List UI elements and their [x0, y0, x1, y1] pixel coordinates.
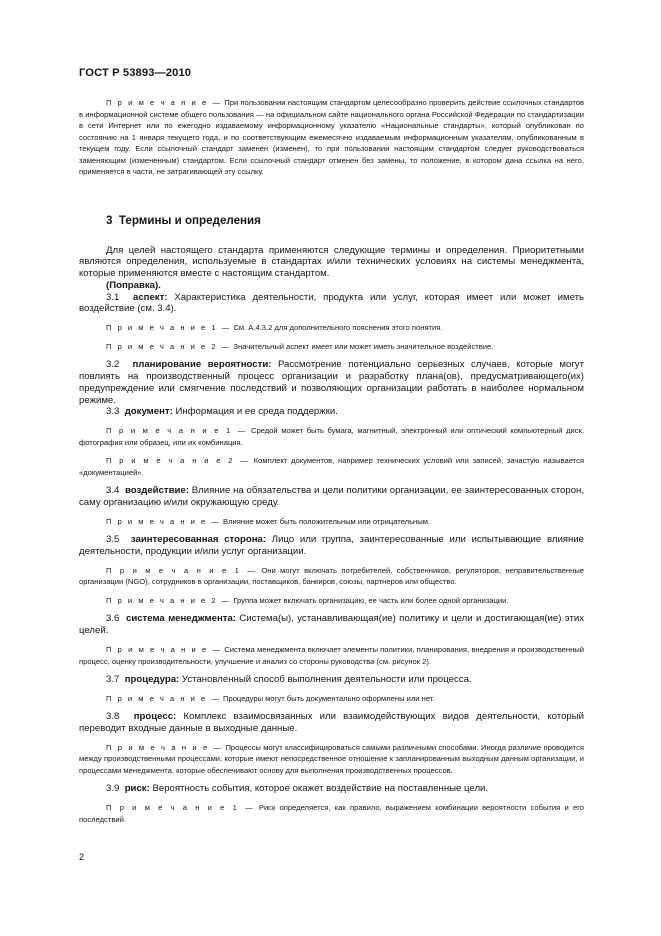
definition-3-1: 3.1 аспект: Характеристика деятельности, продукта или услуг, которая имеет или может иметь воздействие (см. 3.4). — [79, 291, 584, 315]
definition-3-5: 3.5 заинтересованная сторона: Лицо или группа, заинтересованные или испытывающие влияние деятельности, продукции и/или услуг организации. — [79, 534, 584, 558]
document-header: ГОСТ Р 53893—2010 — [79, 67, 192, 79]
term-interested-party: заинтересованная сторона: — [130, 534, 267, 546]
note-3-3-2: П р и м е ч а н и е 2 — Комплект документов, например технических условий или записей, зачастую называется «документацией». — [79, 456, 584, 477]
definition-3-3: 3.3 документ: Информация и ее среда поддержки. — [106, 406, 338, 418]
section-heading: 3 Термины и определения — [106, 213, 261, 227]
note-3-7: П р и м е ч а н и е — Процедуры могут быть документально оформлены или нет. — [106, 693, 435, 703]
definition-3-4: 3.4 воздействие: Влияние на обязательства и цели политики организации, ее заинтересованных сторон, саму организацию и/или окружающую среду. — [79, 485, 584, 509]
note-3-4: П р и м е ч а н и е — Влияние может быть положительным или отрицательным. — [106, 516, 431, 526]
term-risk: риск: — [124, 783, 150, 795]
note-3-1-1: П р и м е ч а н и е 1 — См. А.4.3.2 для дополнительного пояснения этого понятия. — [106, 323, 443, 333]
note-3-5-1: П р и м е ч а н и е 1 — Они могут включать потребителей, собственников, регуляторов, неправительственные организации (NGO), сотрудников в организации, поставщиков, банкиров, союзы, партнеров или общество. — [79, 565, 584, 587]
note-3-5-2: П р и м е ч а н и е 2 — Группа может включать организацию, ее часть или более одной организации. — [106, 595, 509, 605]
term-process: процесс: — [133, 711, 177, 723]
note-3-3-1: П р и м е ч а н и е 1 — Средой может быть бумага, магнитный, электронный или оптический компьютерный диск, фотография или образец, или их комбинация. — [79, 426, 584, 447]
note-text: При пользовании настоящим стандартом целесообразно проверить действие ссылочных стандартов в информационной системе общего пользования — на официальном сайте национального органа Российской Федерации по стандартизации в сети Интернет или по ежегодно издаваемому информационному указателю «Национальные стандарты», который опубликован по состоянию на 1 января текущего года, и по соответствующим ежемесячно издаваемым информационным указателям, опубликованным в текущем году. Если ссылочный стандарт заменен (изменен), то при пользовании настоящим стандартом следует руководствоваться заменяющим (измененным) стандартом. Если ссылочный стандарт отменен без замены, то положение, в котором дана ссылка на него, применяется в части, не затрагивающей эту ссылку. — [79, 98, 584, 176]
page-number: 2 — [79, 852, 85, 862]
term-management-system: система менеджмента: — [125, 613, 236, 625]
term-procedure: процедура: — [124, 674, 180, 686]
note-3-9-1: П р и м е ч а н и е 1 — Риск определяется, как правило, выражением комбинации вероятности события и его последствий. — [79, 803, 584, 824]
note-3-6: П р и м е ч а н и е — Система менеджмента включает элементы политики, планирования, внедрения и производственный процесс, оценку производительности, улучшение и анализ со стороны руководства (см. рисунок 2). — [79, 645, 584, 666]
section-intro: Для целей настоящего стандарта применяются следующие термины и определения. Приоритетными являются определения, используемые в стандартах и/или технических условиях на системы менеджмента, которые применяются вместе с настоящим стандартом. — [79, 244, 584, 280]
definition-3-6: 3.6 система менеджмента: Система(ы), устанавливающая(ие) политику и цели и достигающая(ие) этих целей. — [79, 613, 584, 637]
note-3-1-2: П р и м е ч а н и е 2 — Значительный аспект имеет или может иметь значительное воздействие. — [106, 341, 494, 351]
term-aspect: аспект: — [132, 291, 168, 303]
definition-3-2: 3.2 планирование вероятности: Рассмотрение потенциально серьезных случаев, которые могут повлиять на производственный процесс организации и разработку плана(ов), предусматривающего(их) предупреждение или смягчение последствий и позволяющих организации работать в наиболее нормальном режиме. — [79, 359, 584, 406]
note-3-8: П р и м е ч а н и е — Процессы могут классифицироваться самыми различными способами. Иногда различие проводится между производственными процессами, которые имеют непосредственное отношение к запланированным выходным данным организации, и процессами менеджмента, которые обеспечивают основу для выполнения производственных процессов. — [79, 742, 584, 775]
definition-3-9: 3.9 риск: Вероятность события, которое окажет воздействие на поставленные цели. — [106, 783, 489, 795]
term-impact: воздействие: — [124, 485, 189, 497]
definition-3-8: 3.8 процесс: Комплекс взаимосвязанных или взаимодействующих видов деятельности, который переводит входные данные в выходные данные. — [79, 711, 585, 735]
correction-note: (Поправка). — [106, 279, 161, 291]
note-label: П р и м е ч а н и е — — [106, 98, 223, 107]
intro-note — [79, 97, 584, 178]
definition-3-7: 3.7 процедура: Установленный способ выполнения деятельности или процесса. — [106, 674, 472, 686]
page-content — [79, 97, 584, 825]
term-document: документ: — [124, 406, 173, 418]
term-probability-planning: планирование вероятности: — [132, 359, 272, 371]
